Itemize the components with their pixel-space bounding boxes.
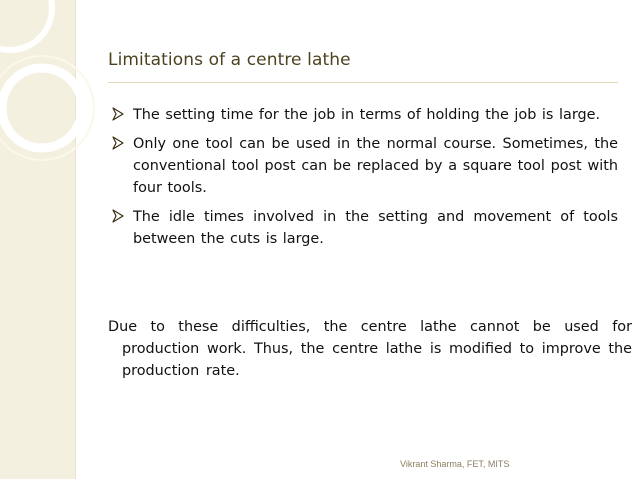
bullet-text: Only one tool can be used in the normal course. Sometimes, the conventional tool post can be replaced by a square tool post with four tools. xyxy=(133,136,618,196)
conclusion-paragraph: Due to these difficulties, the centre lathe cannot be used for production work. Thus, the centre lathe is modified to improve the production rate. xyxy=(108,319,632,379)
decorative-circles-icon xyxy=(0,0,120,200)
slide-title: Limitations of a centre lathe xyxy=(108,50,351,70)
arrow-bullet-icon xyxy=(112,136,124,150)
arrow-bullet-icon xyxy=(112,209,124,223)
list-item xyxy=(108,133,618,199)
bullet-text: The setting time for the job in terms of holding the job is large. xyxy=(133,107,601,123)
list-item xyxy=(108,206,618,250)
bullet-text: The idle times involved in the setting and movement of tools between the cuts is large. xyxy=(133,209,618,247)
bullet-list xyxy=(108,104,618,257)
title-divider xyxy=(108,82,618,83)
footer-author: Vikrant Sharma, FET, MITS xyxy=(400,459,510,469)
arrow-bullet-icon xyxy=(112,107,124,121)
list-item xyxy=(108,104,618,126)
